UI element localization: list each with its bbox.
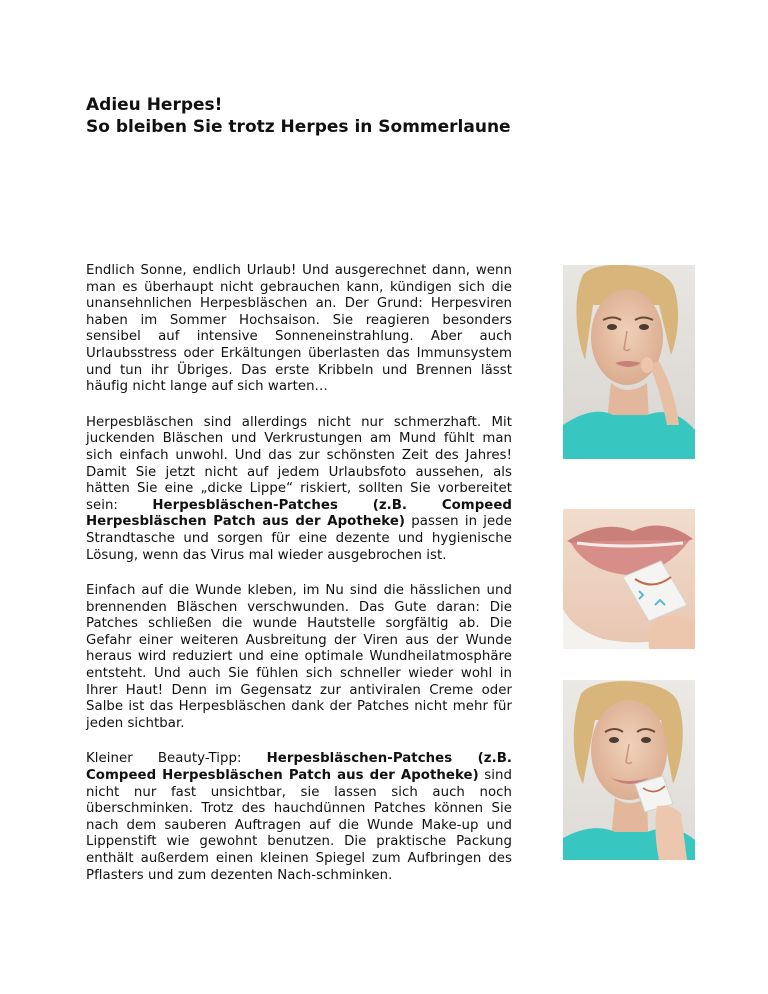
- product-highlight: Herpesbläschen-Patches (z.B. Compeed Herpesbläschen Patch aus der Apotheke): [86, 751, 512, 784]
- photo-woman-smiling-patch: [563, 680, 695, 860]
- paragraph-2-text-a: Herpesbläschen sind allerdings nicht nur schmerzhaft. Mit juckenden Bläschen und Verkrustungen am Mund fühlt man sich einfach unwohl. Und das zur schönsten Zeit des Jahres! Damit Sie jetzt nicht auf jedem Urlaubsfoto aussehen, als hätten Sie eine „dicke Lippe“ riskiert, sollten Sie vorbereitet sein:: [86, 414, 512, 513]
- paragraph-beauty-tip: [86, 751, 512, 884]
- product-highlight: Herpesbläschen-Patches (z.B. Compeed Herpesbläschen Patch aus der Apotheke): [86, 497, 512, 530]
- title-line-2: So bleiben Sie trotz Herpes in Sommerlaune: [86, 117, 511, 137]
- paragraph-4-text-b: sind nicht nur fast unsichtbar, sie lassen sich auch noch überschminken. Trotz des hauchdünnen Patches können Sie nach dem sauberen Auftragen auf die Wunde Make-up und Lippenstift wie gewohnt benutzen. Die praktische Packung enthält außerdem einen kleinen Spiegel zum Aufbringen des Pflasters und zum dezenten Nach-schminken.: [86, 768, 512, 883]
- photo-woman-touching-lip: [563, 265, 695, 459]
- title-line-1: Adieu Herpes!: [86, 95, 223, 115]
- article-body: [86, 263, 512, 903]
- paragraph-application: Einfach auf die Wunde kleben, im Nu sind die hässlichen und brennenden Bläschen verschwunden. Das Gute daran: Die Patches schließen die wunde Hautstelle sorgfältig ab. Die Gefahr einer weiteren Ausbreitung der Viren aus der Wunde heraus wird reduziert und eine optimale Wundheilatmosphäre entsteht. Und auch Sie fühlen sich schneller wieder wohl in Ihrer Haut! Denn im Gegensatz zur antiviralen Creme oder Salbe ist das Herpesbläschen dank der Patches nicht mehr für jeden sichtbar.: [86, 583, 512, 731]
- paragraph-discomfort: [86, 415, 512, 564]
- page-title: [86, 94, 586, 138]
- photo-lips-applying-patch: [563, 509, 695, 649]
- paragraph-intro: Endlich Sonne, endlich Urlaub! Und ausgerechnet dann, wenn man es überhaupt nicht gebrauchen kann, kündigen sich die unansehnlichen Herpesbläschen an. Der Grund: Herpesviren haben im Sommer Hochsaison. Sie reagieren besonders sensibel auf intensive Sonneneinstrahlung. Aber auch Urlaubsstress oder Erkältungen überlasten das Immunsystem und tun ihr Übriges. Das erste Kribbeln und Brennen lässt häufig nicht lange auf sich warten…: [86, 263, 512, 395]
- paragraph-4-text-a: Kleiner Beauty-Tipp:: [86, 751, 267, 767]
- paragraph-2-text-b: passen in jede Strandtasche und sorgen für eine dezente und hygienische Lösung, wenn das Virus mal wieder ausgebrochen ist.: [86, 514, 512, 563]
